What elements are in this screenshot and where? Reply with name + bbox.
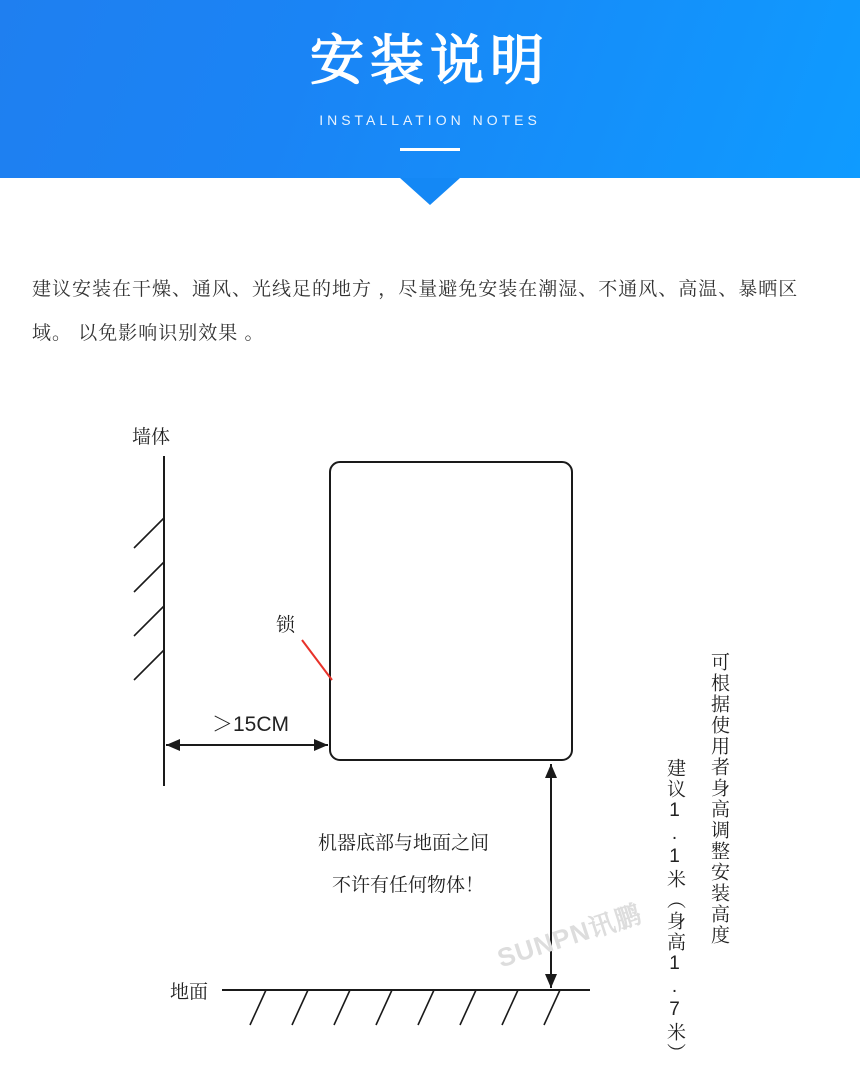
ground-hatch bbox=[376, 990, 392, 1025]
diagram-canvas bbox=[0, 400, 860, 1060]
ground-hatch bbox=[460, 990, 476, 1025]
distance-label: ＞15CM bbox=[212, 713, 290, 736]
installation-diagram bbox=[0, 400, 860, 1064]
bottom-note-line1: 机器底部与地面之间 bbox=[318, 833, 490, 854]
watermark-text: SUNPN讯鹏 bbox=[493, 898, 646, 974]
distance-arrow-head-left bbox=[166, 739, 180, 751]
ground-hatch bbox=[250, 990, 266, 1025]
ground-label: 地面 bbox=[170, 982, 209, 1003]
page-title: 安装说明 bbox=[310, 31, 550, 91]
wall-hatch bbox=[134, 518, 164, 548]
bottom-note-line2: 不许有任何物体！ bbox=[332, 875, 485, 896]
ground-hatch bbox=[292, 990, 308, 1025]
intro-paragraph: 建议安装在干燥、通风、光线足的地方 ，尽量避免安装在潮湿、不通风、高温、暴晒区域。 以免影响识别效果 。 bbox=[32, 279, 799, 344]
wall-hatch bbox=[134, 562, 164, 592]
wall-label: 墙体 bbox=[132, 427, 171, 448]
wall-hatch bbox=[134, 606, 164, 636]
height-note-left: 建议1.1米（身高1.7米） bbox=[664, 758, 685, 1064]
title-divider bbox=[400, 148, 460, 151]
lock-label: 锁 bbox=[276, 615, 296, 636]
page-header-banner bbox=[0, 0, 860, 178]
wall-hatch bbox=[134, 650, 164, 680]
distance-arrow-head-right bbox=[314, 739, 328, 751]
ground-hatch bbox=[502, 990, 518, 1025]
height-arrow-head-top bbox=[545, 764, 557, 778]
height-note-right: 可根据使用者身高调整安装高度 bbox=[708, 652, 729, 946]
ground-hatch bbox=[418, 990, 434, 1025]
ground-hatch bbox=[544, 990, 560, 1025]
ground-hatch bbox=[334, 990, 350, 1025]
height-arrow-head-bottom bbox=[545, 974, 557, 988]
banner-arrow-icon bbox=[400, 178, 460, 205]
page-subtitle: INSTALLATION NOTES bbox=[319, 112, 541, 128]
device-rectangle bbox=[330, 462, 572, 760]
lock-leader-line bbox=[302, 640, 332, 680]
